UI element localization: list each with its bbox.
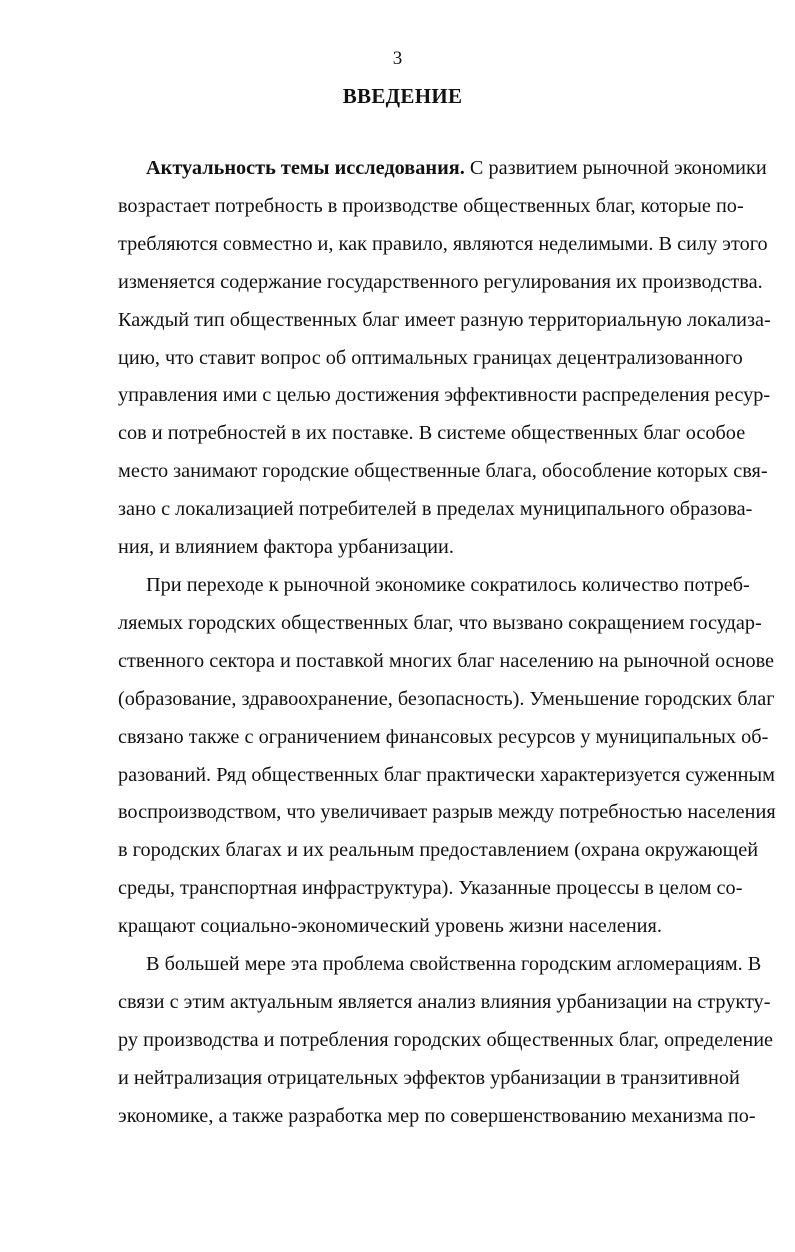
text-line: разований. Ряд общественных благ практически характеризуется суженным <box>118 763 775 786</box>
paragraph-lead: Актуальность темы исследования. <box>146 157 465 179</box>
text-line: кращают социально-экономический уровень жизни населения. <box>118 915 662 938</box>
text-line: среды, транспортная инфраструктура). Указанные процессы в целом со- <box>118 877 743 900</box>
text-line: в городских благах и их реальным предоставлением (охрана окружающей <box>118 839 759 862</box>
section-heading: ВВЕДЕНИЕ <box>342 84 463 108</box>
text-line: ру производства и потребления городских общественных благ, определение <box>118 1028 774 1051</box>
text-line: Актуальность темы исследования. С развитием рыночной экономики <box>146 157 767 179</box>
text-line: воспроизводством, что увеличивает разрыв между потребностью населения <box>118 801 776 824</box>
text-line: связи с этим актуальным является анализ влияния урбанизации на структу- <box>118 990 771 1013</box>
text-line: ственного сектора и поставкой многих благ населению на рыночной основе <box>118 649 775 672</box>
text-line: зано с локализацией потребителей в пределах муниципального образова- <box>118 498 753 521</box>
page-number: 3 <box>392 48 403 69</box>
text-line: сов и потребностей в их поставке. В системе общественных благ особое <box>118 422 746 445</box>
text-line: В большей мере эта проблема свойственна городским агломерациям. В <box>146 953 762 976</box>
paragraph-2 <box>90 567 776 946</box>
text-line: и нейтрализация отрицательных эффектов урбанизации в транзитивной <box>118 1066 740 1089</box>
text-line: место занимают городские общественные блага, обособление которых свя- <box>118 460 768 483</box>
paragraph-1 <box>90 150 771 567</box>
text-line: ния, и влиянием фактора урбанизации. <box>118 536 454 559</box>
text-line: При переходе к рыночной экономике сократилось количество потреб- <box>146 573 750 596</box>
text-line: изменяется содержание государственного регулирования их производства. <box>118 270 763 293</box>
text-line: ляемых городских общественных благ, что вызвано сокращением государ- <box>118 611 762 634</box>
paragraph-3 <box>90 946 774 1136</box>
text-line: управления ими с целью достижения эффективности распределения ресур- <box>118 384 771 407</box>
text-line: связано также с ограничением финансовых ресурсов у муниципальных об- <box>118 725 769 748</box>
text-line: требляются совместно и, как правило, являются неделимыми. В силу этого <box>118 232 768 255</box>
text-line: возрастает потребность в производстве общественных благ, которые по- <box>118 194 744 217</box>
body-text <box>90 150 776 1136</box>
text-line: (образование, здравоохранение, безопасность). Уменьшение городских благ <box>118 687 775 710</box>
text-line: Каждый тип общественных благ имеет разную территориальную локализа- <box>118 308 771 331</box>
text-line: цию, что ставит вопрос об оптимальных границах децентрализованного <box>118 346 743 369</box>
text-line: экономике, а также разработка мер по совершенствованию механизма по- <box>118 1104 756 1127</box>
